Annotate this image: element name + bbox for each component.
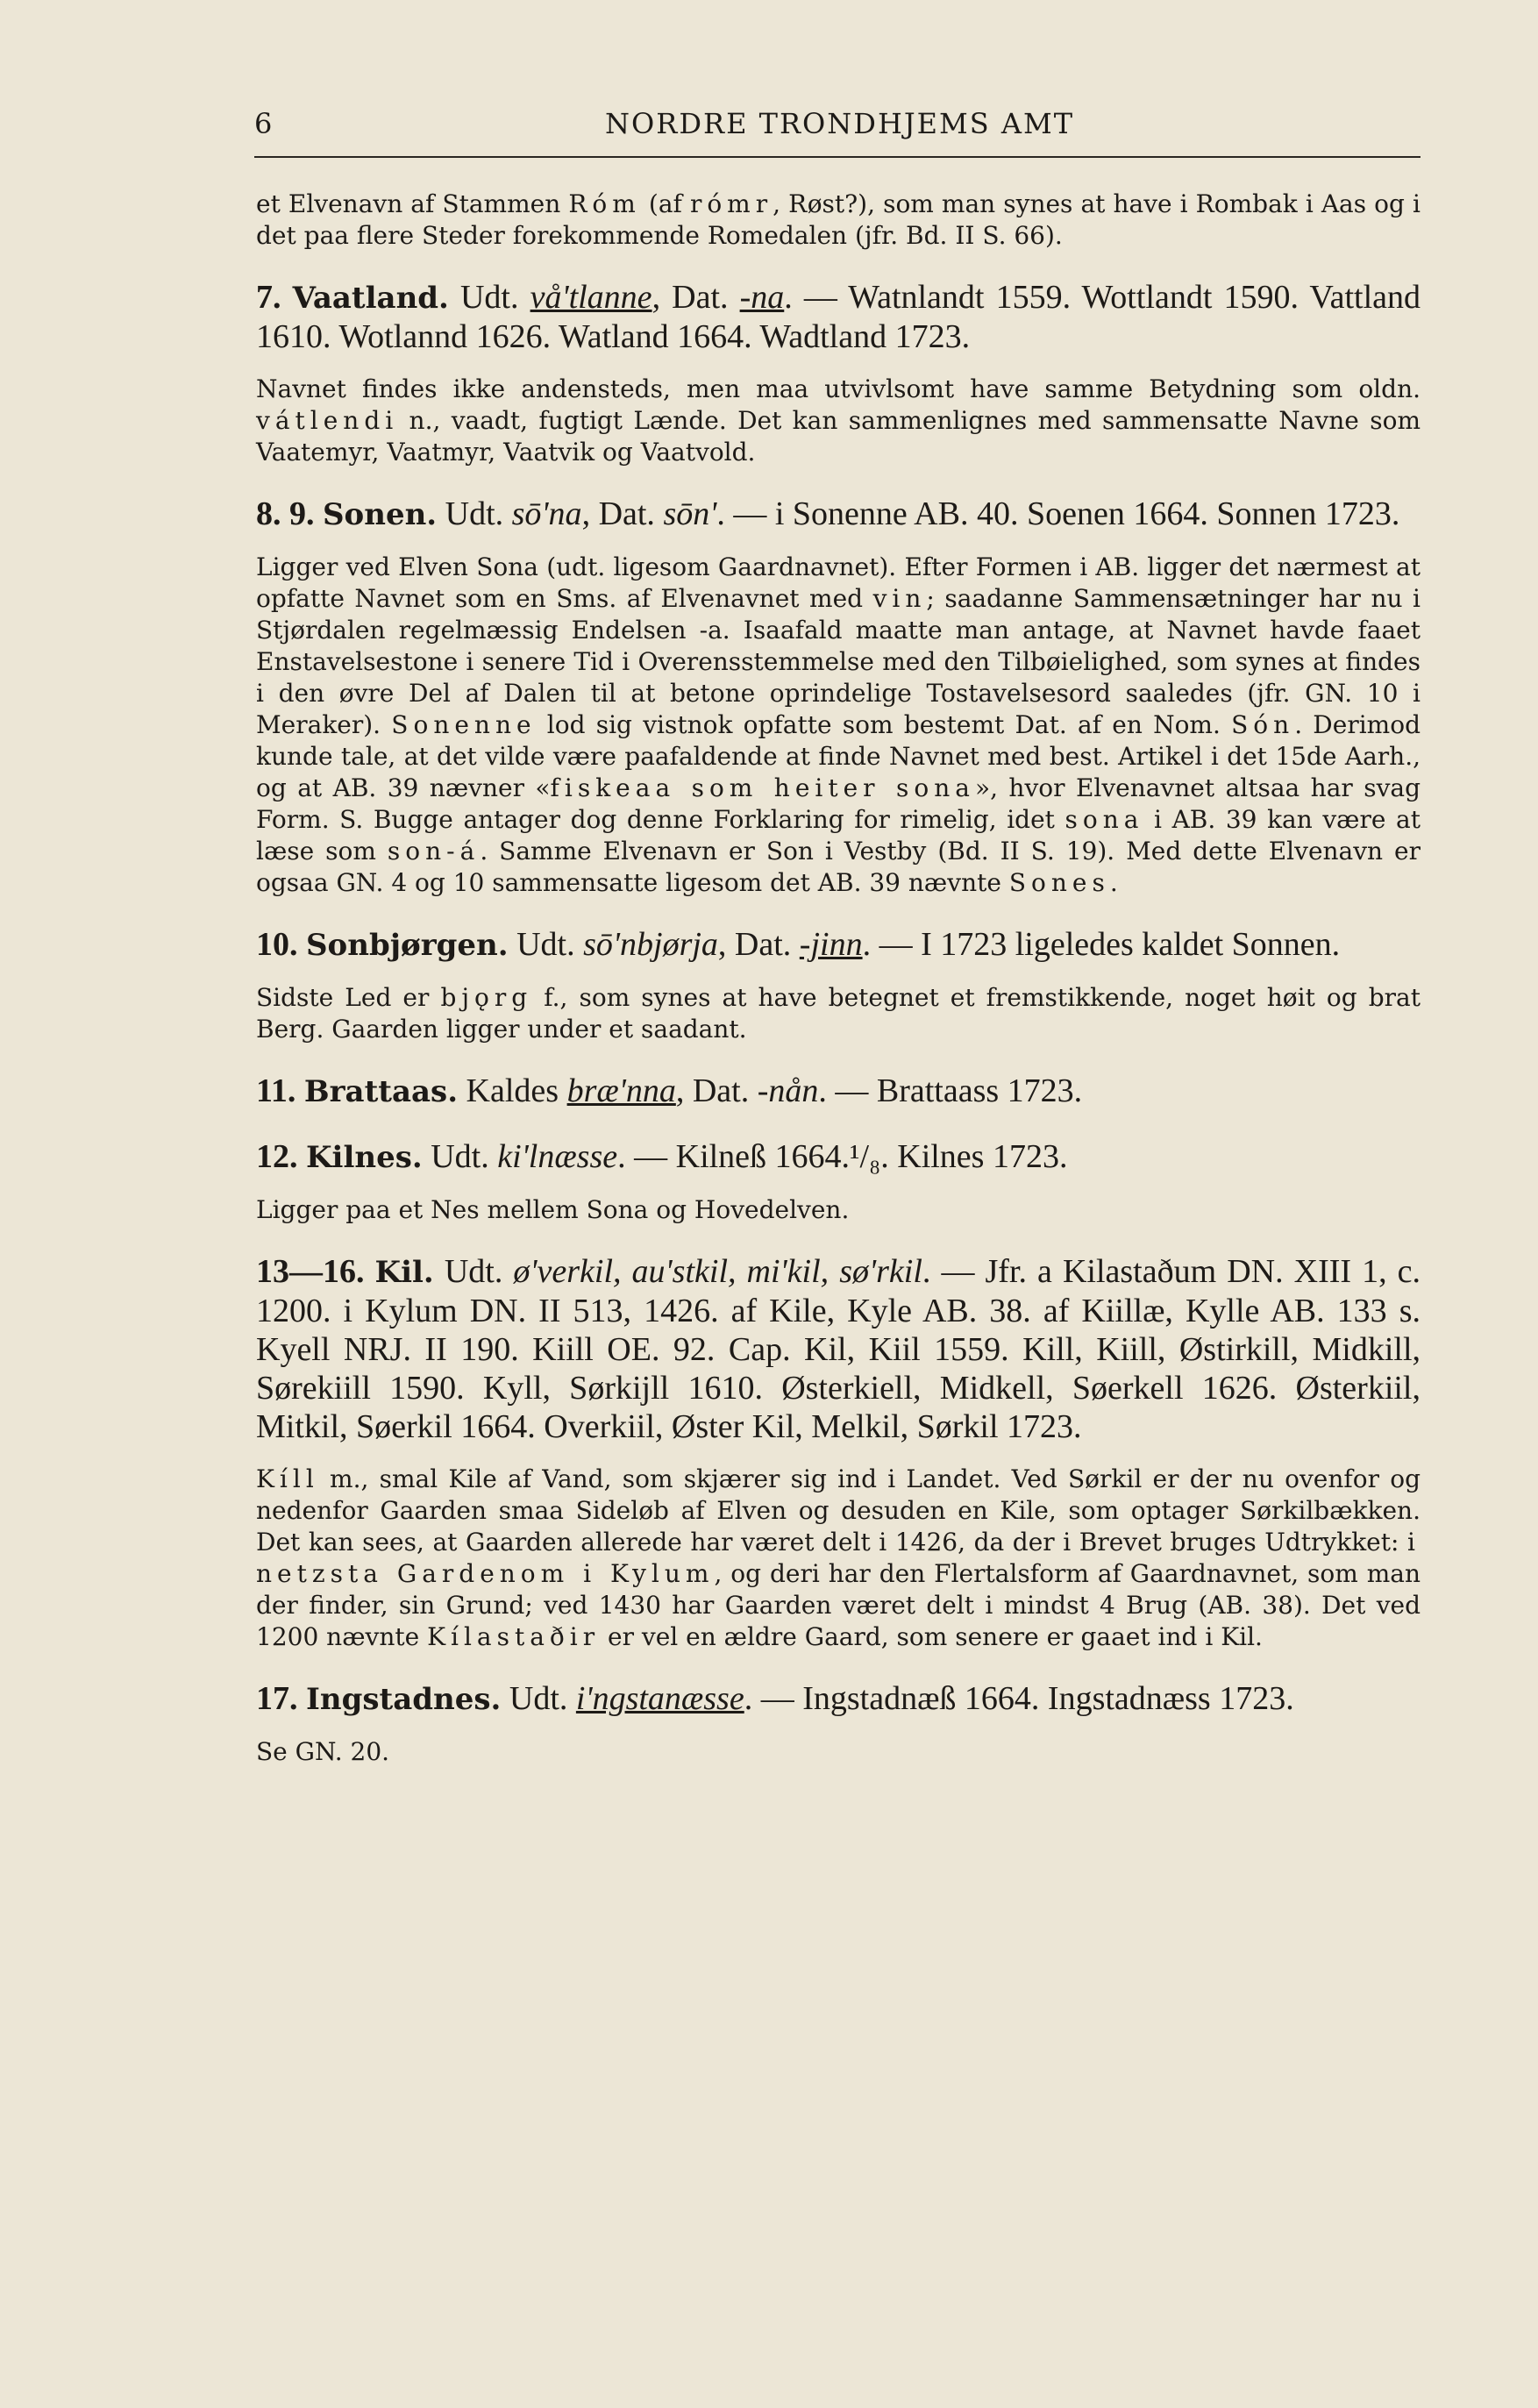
running-title: NORDRE TRONDHJEMS AMT xyxy=(605,107,1075,140)
entry-8-9-sonen: 8. 9. Sonen. Udt. sō'na, Dat. sōn'. — i Sonenne AB. 40. Soenen 1664. Sonnen 1723. xyxy=(256,495,1400,532)
paragraph-kilnes-note: Ligger paa et Nes mellem Sona og Hovedelven. xyxy=(256,1195,850,1224)
paragraph-sonbjorgen-note: Sidste Led er bjǫrg f., som synes at have betegnet et fremstikkende, noget høit og brat Berg. Gaarden ligger under et saadant. xyxy=(256,983,1421,1044)
entry-12-kilnes: 12. Kilnes. Udt. ki'lnæsse. — Kilneß 1664.¹/₈. Kilnes 1723. xyxy=(256,1138,1068,1175)
entry-10-sonbjorgen: 10. Sonbjørgen. Udt. sō'nbjørja, Dat. -jinn. — I 1723 ligeledes kaldet Sonnen. xyxy=(256,926,1341,963)
paragraph-sonen-note: Ligger ved Elven Sona (udt. ligesom Gaardnavnet). Efter Formen i AB. ligger det nærmest at opfatte Navnet som en Sms. af Elvenavnet med vin; saadanne Sammensætninger har nu i Stjørdalen regelmæssig Endelsen -a. Isaafald maatte man antage, at Navnet havde faaet Enstavelsestone i senere Tid i Overensstemmelse med den Tilbøielighed, som synes at findes i den øvre Del af Dalen til at betone oprindelige Tostavelsesord saaledes (jfr. GN. 10 i Meraker). Sonenne lod sig vistnok opfatte som bestemt Dat. af en Nom. Són. Derimod kunde tale, at det vilde være paafaldende at finde Navnet med best. Artikel i det 15de Aarh., og at AB. 39 nævner «fiskeaa som heiter sona», hvor Elvenavnet altsaa har svag Form. S. Bugge antager dog denne Forklaring for rimelig, idet sona i AB. 39 kan være at læse som son-á. Samme Elvenavn er Son i Vestby (Bd. II S. 19). Med dette Elvenavn er ogsaa GN. 4 og 10 sammensatte ligesom det AB. 39 nævnte Sones. xyxy=(256,552,1421,897)
header-rule xyxy=(254,156,1421,158)
paragraph-vaatland-note: Navnet findes ikke andensteds, men maa utvivlsomt have samme Betydning som oldn. vátlendi n., vaadt, fugtigt Lænde. Det kan sammenlignes med sammensatte Navne som Vaatemyr, Vaatmyr, Vaatvik og Vaatvold. xyxy=(256,374,1421,467)
paragraph-ingstadnes-note: Se GN. 20. xyxy=(256,1737,390,1766)
entry-13-16-kil: 13—16. Kil. Udt. ø'verkil, au'stkil, mi'kil, sø'rkil. — Jfr. a Kilastaðum DN. XIII 1, c. 1200. i Kylum DN. II 513, 1426. af Kile, Kyle AB. 38. af Kiillæ, Kylle AB. 133 s. Kyell NRJ. II 190. Kiill OE. 92. Cap. Kil, Kiil 1559. Kill, Kiill, Østirkill, Midkill, Sørekiill 1590. Kyll, Sørkijll 1610. Østerkiell, Midkell, Søerkell 1626. Østerkiil, Mitkil, Søerkil 1664. Overkiil, Øster Kil, Melkil, Sørkil 1723. xyxy=(256,1253,1421,1445)
page-number: 6 xyxy=(254,107,274,140)
entry-17-ingstadnes: 17. Ingstadnes. Udt. i'ngstanæsse. — Ingstadnæß 1664. Ingstadnæss 1723. xyxy=(256,1680,1294,1717)
entry-11-brattaas: 11. Brattaas. Kaldes bræ'nna, Dat. -nån. — Brattaass 1723. xyxy=(256,1072,1083,1109)
entry-7-vaatland: 7. Vaatland. Udt. vå'tlanne, Dat. -na. — Watnlandt 1559. Wottlandt 1590. Vattland 1610. Wotlannd 1626. Watland 1664. Wadtland 1723. xyxy=(256,279,1421,355)
paragraph-kil-note: Kíll m., smal Kile af Vand, som skjærer sig ind i Landet. Ved Sørkil er der nu ovenfor og nedenfor Gaarden smaa Sideløb af Elven og desuden en Kile, som optager Sørkilbækken. Det kan sees, at Gaarden allerede har været delt i 1426, da der i Brevet bruges Udtrykket: i netzsta Gardenom i Kylum, og deri har den Flertalsform af Gaardnavnet, som man der finder, sin Grund; ved 1430 har Gaarden været delt i mindst 4 Brug (AB. 38). Det ved 1200 nævnte Kílastaðir er vel en ældre Gaard, som senere er gaaet ind i Kil. xyxy=(256,1464,1421,1651)
paragraph-elvenavn-rom: et Elvenavn af Stammen Róm (af rómr, Røst?), som man synes at have i Rombak i Aas og i det paa flere Steder forekommende Romedalen (jfr. Bd. II S. 66). xyxy=(256,189,1421,250)
page-body xyxy=(256,189,1421,1768)
